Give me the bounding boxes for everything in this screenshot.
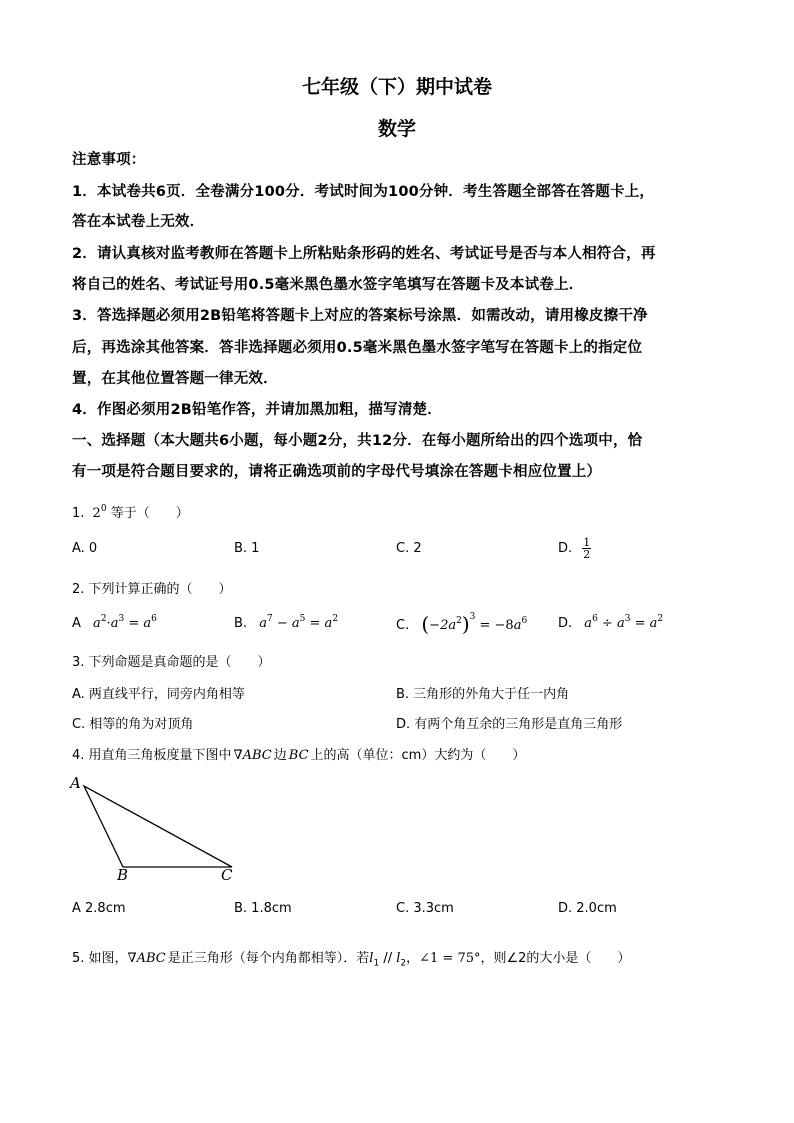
q3-option-c: C. 相等的角为对顶角 [72, 717, 194, 732]
q3-option-a: A. 两直线平行，同旁内角相等 [72, 687, 245, 702]
vertex-label-a: A [70, 774, 81, 792]
question-5-stem: 5. 如图，∇ABC 是正三角形（每个内角都相等）．若$l_1 // l_2$，∠1 = 75°，则∠2的大小是（ ） [72, 951, 631, 969]
notice-heading: 注意事项： [72, 152, 146, 168]
q4-option-b: B. 1.8cm [234, 901, 292, 916]
vertex-label-b: B [117, 866, 129, 884]
notice-line: 4．作图必须用2B铅笔作答，并请加黑加粗，描写清楚． [72, 402, 442, 418]
q1-option-b: B. 1 [234, 541, 260, 556]
q4-option-c: C. 3.3cm [396, 901, 454, 916]
q1-option-d: D. $\frac{1}{2}$ [558, 536, 591, 561]
notice-line: 将自己的姓名、考试证号用0.5毫米黑色墨水签字笔填写在答题卡及本试卷上． [72, 277, 584, 293]
question-2-stem: 2. 下列计算正确的（ ） [72, 582, 232, 597]
q3-option-b: B. 三角形的外角大于任一内角 [396, 687, 570, 702]
notice-line: 2．请认真核对监考教师在答题卡上所粘贴条形码的姓名、考试证号是否与本人相符合，再 [72, 246, 656, 262]
notice-line: 置，在其他位置答题一律无效． [72, 371, 278, 387]
section-heading: 有一项是符合题目要求的，请将正确选项前的字母代号填涂在答题卡相应位置上） [72, 464, 602, 480]
subject-title: 数学 [377, 118, 416, 140]
notice-line: 答在本试卷上无效． [72, 214, 205, 230]
q2-expression-a: $a^2\cdot a^3 = a^6$ [93, 614, 157, 631]
q2-option-b: B. $a^7 - a^5 = a^2$ [234, 614, 339, 631]
vertex-label-c: C [221, 866, 233, 884]
question-4-stem: 4. 用直角三角板度量下图中 ∇ABC 边 BC 上的高（单位：cm）大约为（ ） [72, 748, 526, 763]
q1-option-a: A. 0 [72, 541, 98, 556]
q4-option-d: D. 2.0cm [558, 901, 617, 916]
fraction-one-half: $\frac{1}{2}$ [583, 536, 591, 561]
notice-line: 1．本试卷共6页．全卷满分100分．考试时间为100分钟．考生答题全部答在答题卡上， [72, 184, 655, 200]
q1-option-c: C. 2 [396, 541, 422, 556]
question-3-stem: 3. 下列命题是真命题的是（ ） [72, 655, 271, 670]
notice-line: 后，再选涂其他答案．答非选择题必须用0.5毫米黑色墨水签字笔写在答题卡上的指定位 [72, 340, 643, 356]
q4-option-a: A 2.8cm [72, 901, 126, 916]
question-1-stem: 1. $2^0$ 等于（ ） [72, 504, 189, 521]
q2-option-a: A $a^2\cdot a^3 = a^6$ [72, 614, 157, 631]
q3-option-d: D. 有两个角互余的三角形是直角三角形 [396, 717, 623, 732]
q2-expression-b: $a^7 - a^5 = a^2$ [259, 614, 339, 631]
q2-option-c: C. $(-2a^2)^3 = -8a^6$ [396, 612, 528, 636]
power-expression: $2^0$ [92, 504, 107, 521]
triangle-abc [84, 786, 232, 867]
q2-expression-c: $(-2a^2)^3 = -8a^6$ [421, 612, 528, 636]
notice-line: 3．答选择题必须用2B铅笔将答题卡上对应的答案标号涂黑．如需改动，请用橡皮擦干净 [72, 308, 648, 324]
page-title: 七年级（下）期中试卷 [301, 76, 492, 98]
section-heading: 一、选择题（本大题共6小题，每小题2分，共12分．在每小题所给出的四个选项中，恰 [72, 433, 643, 449]
q2-expression-d: $a^6 \div a^3 = a^2$ [584, 614, 664, 631]
q2-option-d: D. $a^6 \div a^3 = a^2$ [558, 614, 664, 631]
